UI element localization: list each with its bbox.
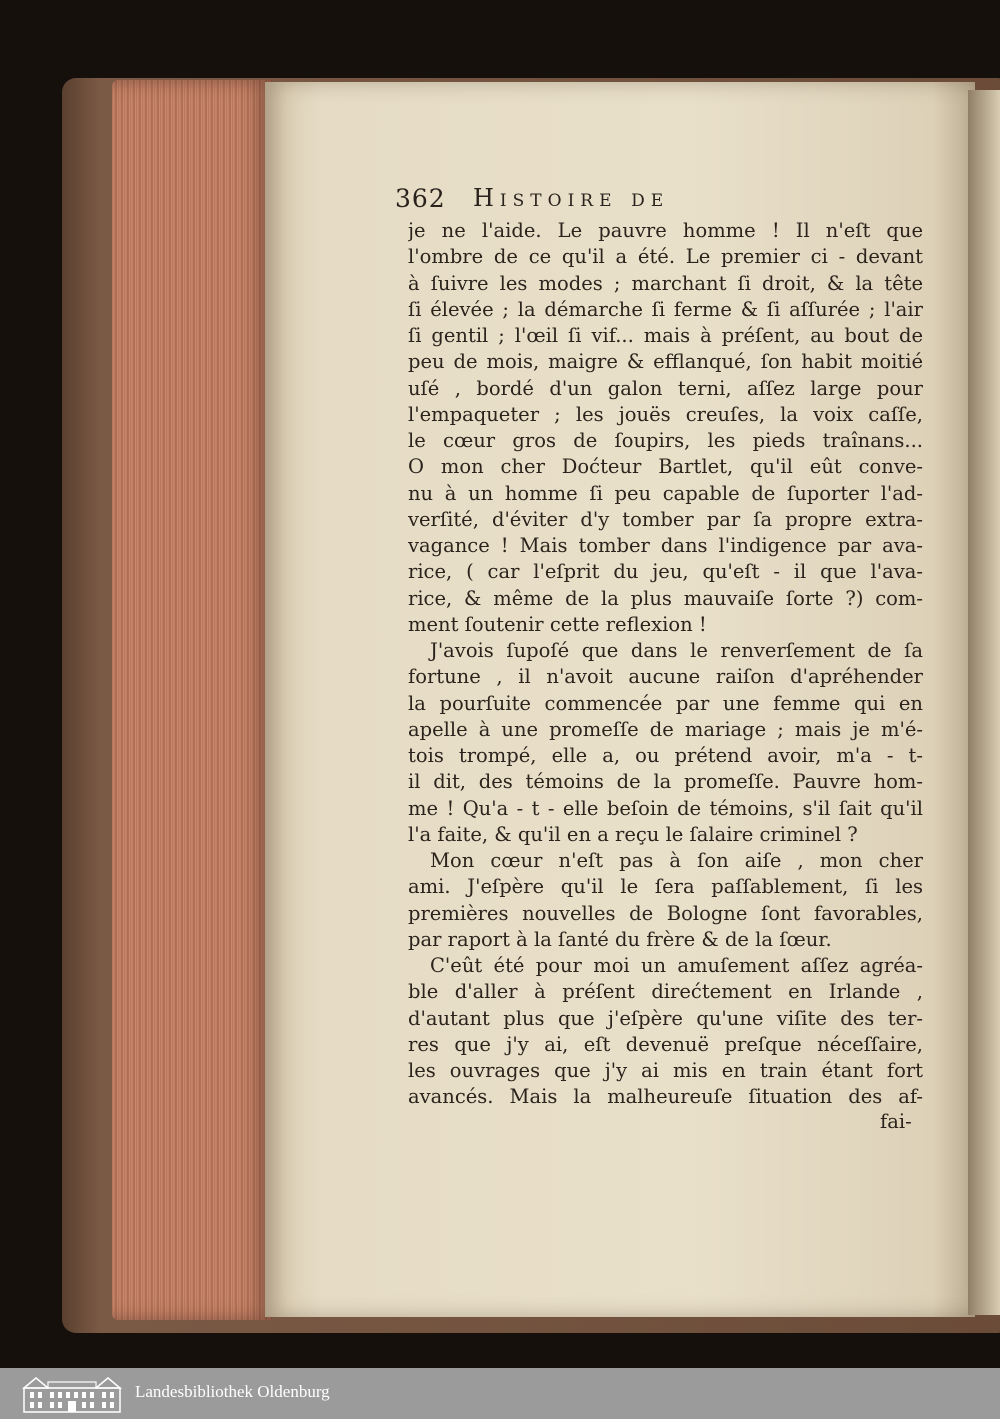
text-line: nu à un homme ſi peu capable de ſuporter l'ad-: [408, 481, 923, 505]
facing-page-edge: [968, 90, 1000, 1315]
text-line: vagance ! Mais tomber dans l'indigence par ava-: [408, 534, 923, 557]
text-line: l'empaqueter ; les jouës creuſes, la voix caſſe,: [408, 402, 923, 426]
text-line: fortune , il n'avoit aucune raiſon d'apréhender: [408, 665, 923, 689]
library-name: Landesbibliothek Oldenburg: [135, 1382, 330, 1401]
text-line: apelle à une promeſſe de mariage ; mais je m'é-: [408, 717, 923, 741]
text-line: uſé , bordé d'un galon terni, aſſez large pour: [408, 376, 923, 400]
text-line: rice, ( car l'eſprit du jeu, qu'eſt - il que l'ava-: [408, 560, 923, 584]
text-line: Mon cœur n'eſt pas à ſon aiſe , mon cher: [430, 849, 923, 872]
text-line: par raport à la ſanté du frère & de la ſœur.: [408, 927, 832, 951]
text-line: tois trompé, elle a, ou prétend avoir, m'a - t-: [408, 744, 923, 767]
running-head: Histoire de: [473, 184, 670, 212]
text-line: les ouvrages que j'y ai mis en train étant fort: [408, 1059, 923, 1082]
body-text: [408, 218, 923, 1111]
footer-bar: [0, 1368, 1000, 1419]
text-line: ſi élevée ; la démarche ſi ferme & ſi aſſurée ; l'air: [408, 297, 923, 321]
page-edges: [112, 80, 272, 1320]
text-line: res que j'y ai, eſt devenuë preſque néceſſaire,: [408, 1032, 923, 1056]
text-line: peu de mois, maigre & efflanqué, ſon habit moitié: [408, 350, 923, 374]
page-header: [395, 182, 935, 218]
text-line: l'a faite, & qu'il en a reçu le ſalaire criminel ?: [408, 822, 858, 846]
page-number: 362: [395, 184, 446, 213]
text-line: J'avois ſupoſé que dans le renverſement de ſa: [430, 639, 923, 662]
text-line: rice, & même de la plus mauvaiſe ſorte ?) com-: [408, 586, 923, 610]
text-line: d'autant plus que j'eſpère qu'une viſite des ter-: [408, 1006, 923, 1030]
text-line: me ! Qu'a - t - elle beſoin de témoins, s'il ſait qu'il: [408, 796, 923, 820]
text-line: ment ſoutenir cette reflexion !: [408, 612, 707, 636]
text-line: à ſuivre les modes ; marchant ſi droit, & la tête: [408, 271, 923, 295]
text-line: le cœur gros de ſoupirs, les pieds traînans...: [408, 429, 923, 452]
text-line: O mon cher Doćteur Bartlet, qu'il eût conve-: [408, 455, 923, 479]
text-line: ſi gentil ; l'œil ſi vif... mais à préſent, au bout de: [408, 324, 923, 347]
text-line: il dit, des témoins de la promeſſe. Pauvre hom-: [408, 770, 923, 794]
text-line: avancés. Mais la malheureuſe ſituation des af-: [408, 1085, 923, 1109]
text-line: ble d'aller à préſent direćtement en Irlande ,: [408, 980, 923, 1004]
text-line: je ne l'aide. Le pauvre homme ! Il n'eſt que: [408, 219, 923, 242]
text-line: C'eût été pour moi un amuſement aſſez agréa-: [430, 954, 923, 977]
catchword: fai-: [880, 1110, 912, 1133]
library-building-icon: [22, 1374, 122, 1414]
text-line: ami. J'eſpère qu'il le ſera paſſablement, ſi les: [408, 875, 923, 899]
text-line: la pourſuite commencée par une femme qui en: [408, 691, 923, 715]
text-line: verſité, d'éviter d'y tomber par ſa propre extra-: [408, 507, 923, 531]
text-line: premières nouvelles de Bologne ſont favorables,: [408, 901, 923, 925]
text-line: l'ombre de ce qu'il a été. Le premier ci - devant: [408, 245, 923, 269]
